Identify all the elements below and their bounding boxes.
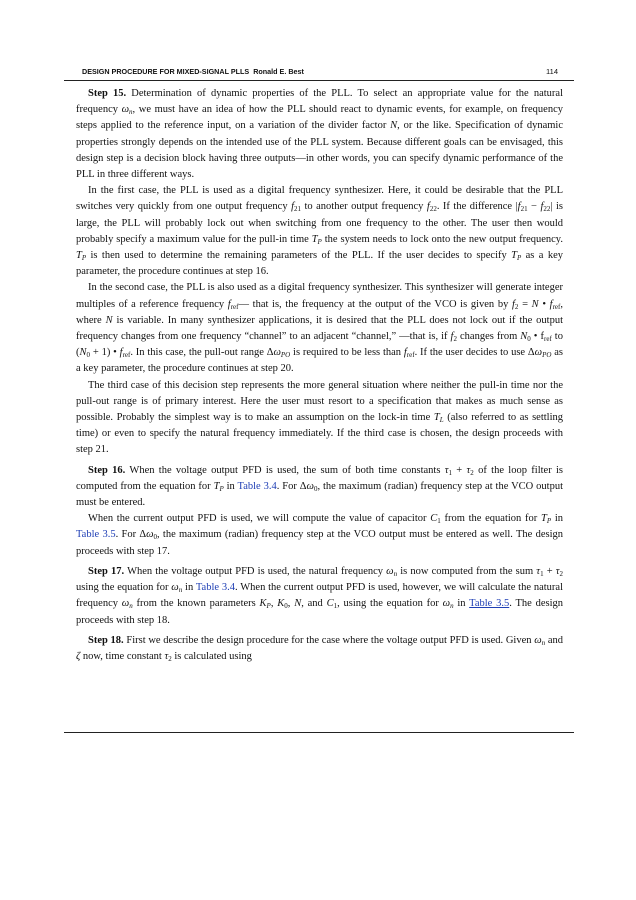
running-header bbox=[64, 64, 574, 78]
table-3-4-link-2[interactable]: Table 3.4 bbox=[195, 582, 235, 594]
header-rule bbox=[64, 80, 574, 81]
table-3-5-link[interactable]: Table 3.5 bbox=[76, 529, 116, 541]
step-16-label: Step 16. bbox=[88, 464, 126, 476]
body-text bbox=[76, 86, 563, 665]
table-3-4-link[interactable]: Table 3.4 bbox=[237, 480, 277, 492]
footer-rule bbox=[64, 732, 574, 733]
step-16-current-pfd: When the current output PFD is used, we will compute the value of capacitor $C_1$ from the equation for $T_P$ in Table 3.5. For $\Delta\omega_0$, the maximum (radian) frequency step at the VCO output must be entered as well. The design proceeds with step 17. bbox=[76, 513, 564, 557]
step-15-paragraph: Step 15. Determination of dynamic properties of the PLL. To select an appropriate value for the natural frequency $\omega_n$, we must have an idea of how the PLL should react to dynamic events, for example, on frequency steps applied to the reference input, on a variation of the divider factor N, or the like. Specification of dynamic properties strongly depends on the intended use of the PLL system. Because different goals can be envisaged, this design step is a decision block having three outputs—in other words, you can specify dynamic performance of the PLL in three different ways. bbox=[76, 88, 563, 181]
step-15-second-case: In the second case, the PLL is also used as a digital frequency synthesizer. This synthesizer will generate integer multiples of a reference frequency $f_{ref}—$ that is, the frequency at the output of the VCO is given by $f_2 = N$ • $f_{ref}$, where N is variable. In many synthesizer applications, it is desired that the PLL does not lock out if the output frequency changes from one frequency “channel” to an adjacent “channel,” —that is, if $f_2$ changes from $N_0$ • $f_{ref}$ to $(N_0 + 1)$ • $f_{ref}$. In this case, the pull-out range $\Delta\omega_{PO}$ is required to be less than $f_{ref}$. If the user decides to use $\Delta\omega_{PO}$ as a key parameter, the procedure continues at step 20. bbox=[76, 282, 564, 375]
step-17-label: Step 17. bbox=[88, 565, 125, 577]
page-number: 114 bbox=[546, 67, 558, 76]
table-3-5-link-2[interactable]: Table 3.5 bbox=[469, 598, 510, 610]
step-17-paragraph: Step 17. When the voltage output PFD is used, the natural frequency $\omega_n$ is now computed from the sum $\tau_1 + \tau_2$ using the equation for $\omega_n$ in Table 3.4. When the current output PFD is used, however, we will calculate the natural frequency $\omega_n$ from the known parameters $K_P$, $K_0$, N, and $C_1$, using the equation for $\omega_n$ in Table 3.5. The design proceeds with step 18. bbox=[76, 565, 564, 626]
step-15-third-case: The third case of this decision step represents the more general situation where neither the pull-in time nor the pull-out range is of primary interest. Here the user must resort to a specification that makes as much sense as possible. Probably the simplest way is to make an assumption on the lock-in time $T_L$ (also referred to as settling time) or even to specify the natural frequency immediately. If the third case is chosen, the design proceeds with step 21. bbox=[76, 379, 563, 456]
step-15-label: Step 15. bbox=[88, 88, 127, 99]
step-18-paragraph: Step 18. First we describe the design procedure for the case where the voltage output PFD is used. Given $\omega_n$ and ζ now, time constant $\tau_2$ is calculated using bbox=[76, 634, 564, 663]
step-16-paragraph: Step 16. When the voltage output PFD is used, the sum of both time constants $\tau_1 + \tau_2$ of the loop filter is computed from the equation for $T_P$ in Table 3.4. For $\Delta\omega_0$, the maximum (radian) frequency step at the VCO output must be entered. bbox=[76, 464, 564, 509]
step-15-first-case: In the first case, the PLL is used as a digital frequency synthesizer. Here, it could be desirable that the PLL switches very quickly from one output frequency $f_{21}$ to another output frequency $f_{22}$. If the difference $|f_{21} - f_{22}|$ is large, the PLL will probably lock out when switching from one frequency to the other. The user then would probably specify a maximum value for the pull-in time $T_P$ the system needs to lock onto the new output frequency. $T_P$ is then used to determine the remaining parameters of the PLL. If the user decides to specify $T_P$ as a key parameter, the procedure continues at step 16. bbox=[76, 185, 563, 278]
step-18-label: Step 18. bbox=[88, 634, 124, 646]
running-title: DESIGN PROCEDURE FOR MIXED-SIGNAL PLLS Ronald E. Best bbox=[82, 67, 304, 76]
header-author: Ronald E. Best bbox=[253, 67, 304, 76]
